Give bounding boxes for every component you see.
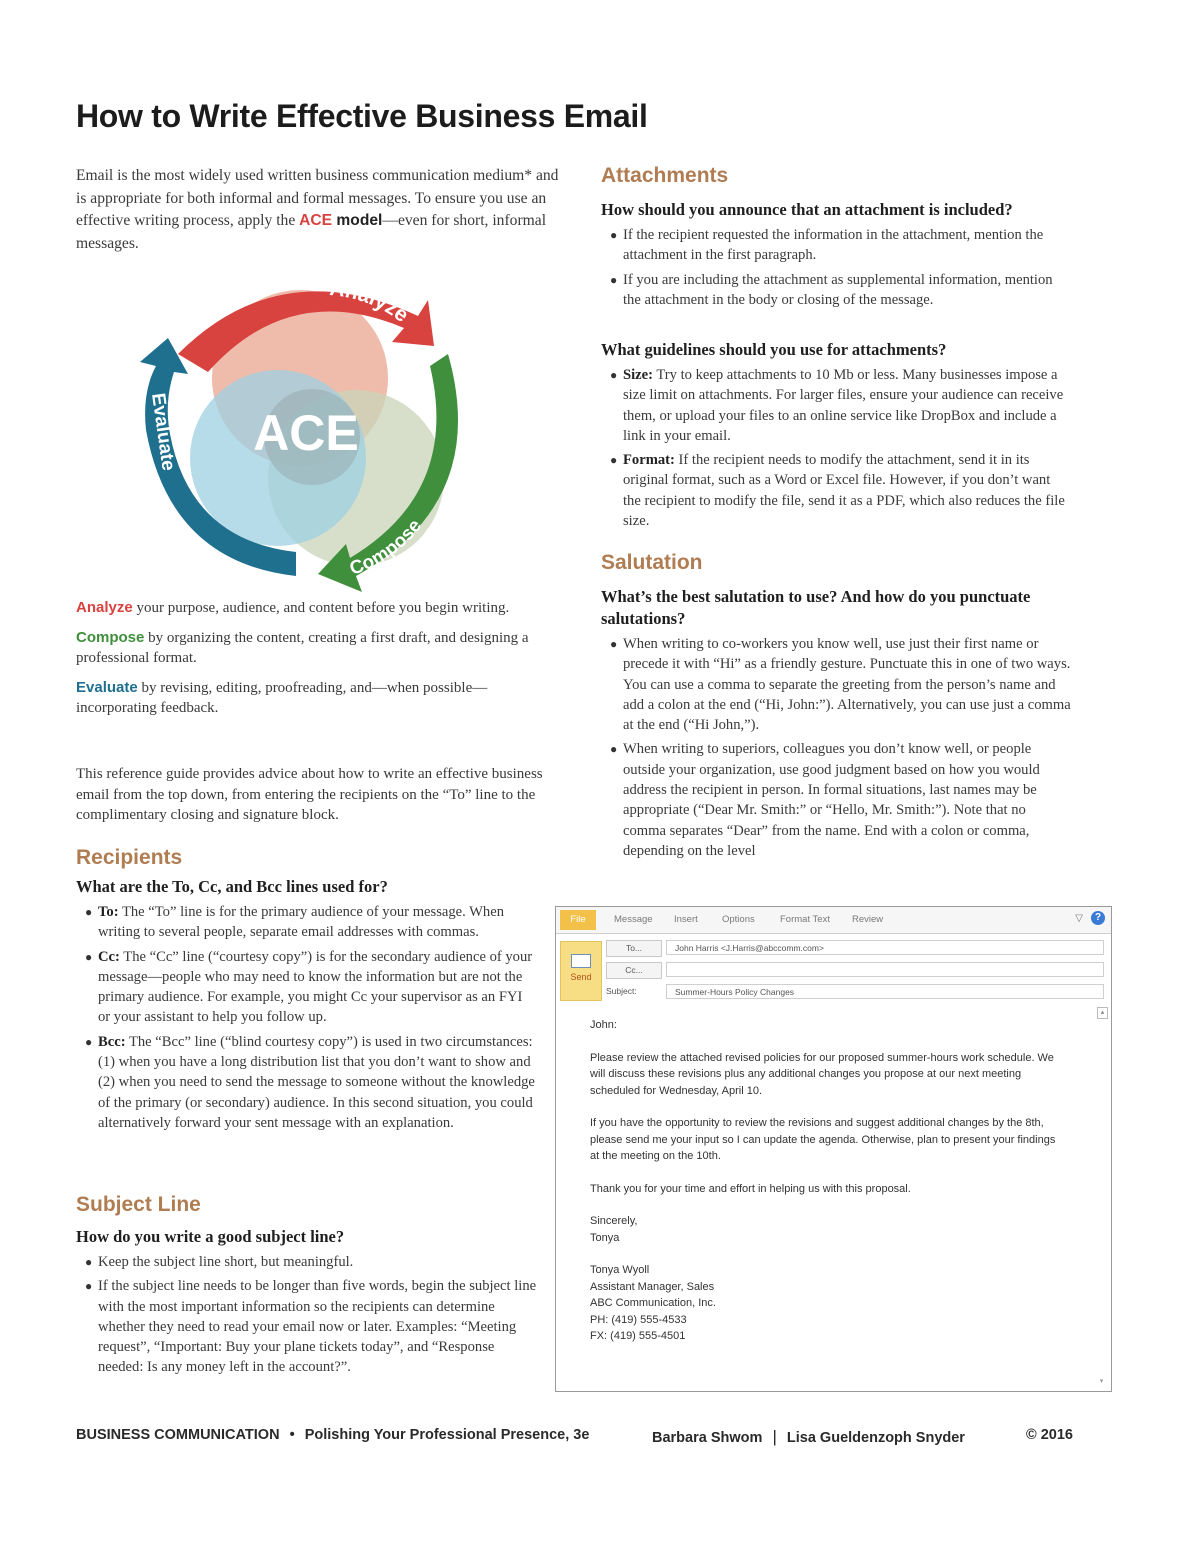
intro-after: —even for short, informal messages. <box>76 212 547 252</box>
attachments-heading: Attachments <box>601 164 729 187</box>
list-item: ● If the subject line needs to be longer than five words, begin the subject line with the most important information so the recipients can determine whether they need to read your email now or later. Examples: “Meeting request”, “Important: Buy your plane tickets today”, and “Response needed: Is any money left in the account?”. <box>85 1278 537 1376</box>
to-field[interactable]: John Harris <J.Harris@abccomm.com> <box>666 940 1104 955</box>
tab-options[interactable]: Options <box>722 914 755 925</box>
signature-fax: FX: (419) 555-4501 <box>590 1330 686 1342</box>
footer-copyright: © 2016 <box>1026 1427 1073 1443</box>
subject-question: How do you write a good subject line? <box>76 1227 345 1246</box>
tab-file[interactable]: File <box>560 910 596 930</box>
analyze-arrow-label: Analyze <box>328 276 413 328</box>
list-item: ● To: The “To” line is for the primary audience of your message. When writing to several people, separate email addresses with commas. <box>85 904 505 941</box>
recipients-list <box>76 902 536 1137</box>
list-item: ● Size: Try to keep attachments to 10 Mb or less. Many businesses impose a size limit on attachments. For larger files, ensure your audience can receive them, or upload your files to an online service like DropBox and include a link in your email. <box>610 367 1064 444</box>
ace-steps <box>76 598 546 719</box>
tab-message[interactable]: Message <box>614 914 653 925</box>
email-paragraph-2: If you have the opportunity to review the revisions and suggest additional changes by the 8th, please send me your input so I can update the agenda. Otherwise, plan to present your findings at the meeting on the 10th. <box>590 1117 1056 1162</box>
subject-label: Subject: <box>606 986 637 996</box>
list-item: ● Bcc: The “Bcc” line (“blind courtesy copy”) is used in two circumstances: (1) when you have a long distribution list that you don’t want to show and (2) when you need to send the message to someone without the knowledge of the primary (or secondary) audience. In this second situation, you could alternatively forward your sent message with an explanation. <box>85 1033 535 1131</box>
recipients-question: What are the To, Cc, and Bcc lines used for? <box>76 877 388 896</box>
ace-step-compose: Compose by organizing the content, creating a first draft, and designing a professional format. <box>76 628 529 666</box>
subject-heading: Subject Line <box>76 1193 201 1216</box>
page-title: How to Write Effective Business Email <box>76 98 648 134</box>
attachments-question-1: How should you announce that an attachment is included? <box>601 200 1013 219</box>
scroll-down-icon[interactable]: ▾ <box>1099 1378 1104 1385</box>
attachments-list-2 <box>601 365 1069 535</box>
send-button[interactable]: Send <box>560 941 602 1001</box>
ace-center-label: ACE <box>253 405 359 461</box>
signature-name: Tonya Wyoll <box>590 1264 650 1276</box>
intro-ace-word: ACE <box>299 212 333 229</box>
intro-before: Email is the most widely used written business communication medium* and is appropriate for both informal and formal messages. To ensure you use an effective writing process, apply the <box>76 167 559 229</box>
signature-phone: PH: (419) 555-4533 <box>590 1313 687 1326</box>
salutation-list <box>601 634 1071 861</box>
scrollbar[interactable] <box>1097 1007 1107 1387</box>
attachments-question-2: What guidelines should you use for attachments? <box>601 340 947 359</box>
list-item: ● When writing to superiors, colleagues you don’t know well, or people outside your organization, use good judgment based on how you would address the recipient in person. In formal situations, last names may be appropriate (“Dear Mr. Smith:” or “Hello, Mr. Smith:”). Note that no comma separates “Dear” from the name. End with a colon or comma, depending on the level <box>610 741 1040 859</box>
compose-arrow-label: Compose <box>347 515 426 580</box>
email-paragraph-3: Thank you for your time and effort in helping us with this proposal. <box>590 1182 911 1195</box>
ace-step-evaluate: Evaluate by revising, editing, proofreading, and—when possible—incorporating feedback. <box>76 678 488 716</box>
email-closing: Sincerely, <box>590 1215 638 1227</box>
list-item: ● Cc: The “Cc” line (“courtesy copy”) is for the secondary audience of your message—people who may need to know the information but are not the primary audience. For example, you might Cc your supervisor as an FYI or your assistant to help you follow up. <box>85 948 533 1026</box>
signature-company: ABC Communication, Inc. <box>590 1297 716 1309</box>
cc-field[interactable] <box>666 962 1104 977</box>
email-sender: Tonya <box>590 1231 620 1244</box>
list-item: ● If you are including the attachment as supplemental information, mention the attachment in the body or closing of the message. <box>610 271 1053 308</box>
tab-review[interactable]: Review <box>852 914 884 925</box>
recipients-heading: Recipients <box>76 846 183 869</box>
list-item: ● When writing to co-workers you know well, use just their first name or precede it with “Hi” as a friendly gesture. Punctuate this in one of two ways. You can use a comma to separate the greeting from the person’s name and add a colon at the end (“Hi, John:”). Alternatively, you can use just a comma at the end (“Hi John,”). <box>610 636 1071 734</box>
tab-format-text[interactable]: Format Text <box>780 914 830 925</box>
subject-field[interactable]: Summer-Hours Policy Changes <box>666 984 1104 999</box>
reference-paragraph: This reference guide provides advice about how to write an effective business email from the top down, from entering the recipients on the “To” line to the complimentary closing and signature block. <box>76 766 543 823</box>
cc-button[interactable]: Cc... <box>606 962 662 979</box>
attachments-list-1 <box>601 225 1066 314</box>
evaluate-arrow-label: Evaluate <box>147 391 179 473</box>
list-item: ● Format: If the recipient needs to modify the attachment, send it in its original format, such as a Word or Excel file. However, if you don’t want the recipient to modify the file, send it as a PDF, which also reduces the file size. <box>610 452 1065 530</box>
email-greeting: John: <box>590 1019 617 1031</box>
to-button[interactable]: To... <box>606 940 662 957</box>
ribbon <box>556 907 1111 934</box>
subject-list <box>76 1252 538 1382</box>
salutation-heading: Salutation <box>601 551 703 574</box>
salutation-question: What’s the best salutation to use? And how do you punctuate salutations? <box>601 587 1031 628</box>
email-window <box>555 906 1112 1392</box>
ribbon-collapse-icon[interactable]: ▽ <box>1075 913 1083 924</box>
signature-title: Assistant Manager, Sales <box>590 1280 715 1293</box>
envelope-icon <box>571 954 591 968</box>
tab-insert[interactable]: Insert <box>674 914 698 925</box>
intro-paragraph <box>76 165 561 255</box>
list-item: ● Keep the subject line short, but meaningful. <box>85 1254 354 1270</box>
footer-book: BUSINESS COMMUNICATION • Polishing Your Professional Presence, 3e <box>76 1427 590 1443</box>
salutation-list-wrap <box>601 634 1071 882</box>
ace-step-analyze: Analyze your purpose, audience, and content before you begin writing. <box>76 599 510 616</box>
ace-diagram <box>130 262 475 592</box>
scroll-up-icon[interactable]: ▴ <box>1097 1007 1108 1019</box>
email-body[interactable] <box>590 1017 1060 1345</box>
list-item: ● If the recipient requested the information in the attachment, mention the attachment in the first paragraph. <box>610 227 1044 264</box>
email-paragraph-1: Please review the attached revised policies for our proposed summer-hours work schedule. We will discuss these revisions plus any additional changes you propose at our next meeting scheduled for Wednesday, April 10. <box>590 1051 1054 1097</box>
footer-authors: Barbara Shwom | Lisa Gueldenzoph Snyder <box>652 1427 965 1446</box>
intro-model-word: model <box>332 212 383 229</box>
help-icon[interactable]: ? <box>1091 911 1105 925</box>
